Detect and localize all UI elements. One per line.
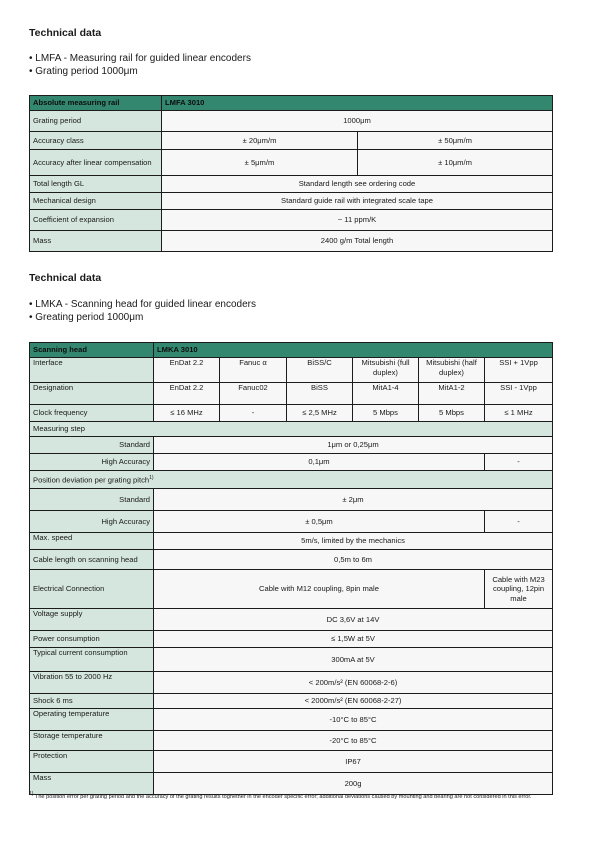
row-label xyxy=(30,471,553,489)
row-value: 0,1μm xyxy=(154,454,485,471)
row-value: - xyxy=(485,511,553,533)
header-label: Absolute measuring rail xyxy=(30,96,162,111)
row-value: 1μm or 0,25μm xyxy=(154,437,553,454)
footnote xyxy=(29,791,552,801)
lmfa-table xyxy=(29,95,553,252)
row-value: ± 50μm/m xyxy=(358,132,553,150)
row-label: Total length GL xyxy=(30,176,162,193)
row-label: Mass xyxy=(30,231,162,252)
table-header-row xyxy=(30,96,553,111)
interface-cell: Mitsubishi (full duplex) xyxy=(353,358,419,383)
table-row xyxy=(30,132,553,150)
footnote-mark: 1) xyxy=(29,791,34,797)
measuring-step-standard-row xyxy=(30,437,553,454)
shock-row xyxy=(30,694,553,709)
bullet-grating: • Greating period 1000μm xyxy=(29,312,144,323)
clock-cell: ≤ 2,5 MHz xyxy=(287,405,353,422)
row-label: Cable length on scanning head xyxy=(30,550,154,570)
row-label: Max. speed xyxy=(30,533,154,550)
designation-cell: BiSS xyxy=(287,383,353,405)
position-deviation-row xyxy=(30,471,553,489)
row-value: ± 10μm/m xyxy=(358,150,553,176)
header-label: Scanning head xyxy=(30,343,154,358)
measuring-step-row xyxy=(30,422,553,437)
row-sublabel: High Accuracy xyxy=(30,454,154,471)
electrical-row xyxy=(30,570,553,609)
row-value: Cable with M23 coupling, 12pin male xyxy=(485,570,553,609)
bullet-grating: • Grating period 1000μm xyxy=(29,66,138,77)
row-value: 0,5m to 6m xyxy=(154,550,553,570)
row-value: < 200m/s² (EN 60068-2-6) xyxy=(154,672,553,694)
row-value: IP67 xyxy=(154,751,553,773)
row-value: ± 20μm/m xyxy=(162,132,358,150)
interface-cell: Fanuc α xyxy=(220,358,287,383)
table-row xyxy=(30,210,553,231)
row-sublabel: High Accuracy xyxy=(30,511,154,533)
designation-cell: MitA1-2 xyxy=(419,383,485,405)
row-sublabel: Standard xyxy=(30,437,154,454)
table-row xyxy=(30,231,553,252)
row-label-text: Position deviation per grating pitch xyxy=(33,475,150,485)
row-label: Accuracy after linear compensation xyxy=(30,150,162,176)
position-deviation-standard-row xyxy=(30,489,553,511)
bullet-lmfa: • LMFA - Measuring rail for guided linear encoders xyxy=(29,53,251,64)
vibration-row xyxy=(30,672,553,694)
designation-cell: Fanuc02 xyxy=(220,383,287,405)
section2-title: Technical data xyxy=(29,272,102,284)
designation-cell: SSI - 1Vpp xyxy=(485,383,553,405)
row-value: DC 3,6V at 14V xyxy=(154,609,553,631)
row-label: Typical current consumption xyxy=(30,648,154,672)
row-value: ≤ 1,5W at 5V xyxy=(154,631,553,648)
row-value: ~ 11 ppm/K xyxy=(162,210,553,231)
row-label: Interface xyxy=(30,358,154,383)
header-model: LMFA 3010 xyxy=(162,96,553,111)
measuring-step-high-row xyxy=(30,454,553,471)
clock-cell: 5 Mbps xyxy=(353,405,419,422)
row-label: Storage temperature xyxy=(30,731,154,751)
table-row xyxy=(30,193,553,210)
clock-cell: ≤ 1 MHz xyxy=(485,405,553,422)
voltage-row xyxy=(30,609,553,631)
clock-row xyxy=(30,405,553,422)
power-row xyxy=(30,631,553,648)
storage-temp-row xyxy=(30,731,553,751)
interface-cell: EnDat 2.2 xyxy=(154,358,220,383)
section1-bullets xyxy=(29,52,251,78)
interface-cell: SSI + 1Vpp xyxy=(485,358,553,383)
row-label: Designation xyxy=(30,383,154,405)
row-label: Power consumption xyxy=(30,631,154,648)
row-label: Clock frequency xyxy=(30,405,154,422)
section1-title: Technical data xyxy=(29,27,102,39)
section2-bullets xyxy=(29,298,256,324)
row-value: 200g xyxy=(154,773,553,795)
interface-row xyxy=(30,358,553,383)
row-value: ± 5μm/m xyxy=(162,150,358,176)
row-value: -20°C to 85°C xyxy=(154,731,553,751)
row-label: Accuracy class xyxy=(30,132,162,150)
designation-cell: EnDat 2.2 xyxy=(154,383,220,405)
designation-row xyxy=(30,383,553,405)
row-value: < 2000m/s² (EN 60068-2-27) xyxy=(154,694,553,709)
clock-cell: - xyxy=(220,405,287,422)
row-label: Protection xyxy=(30,751,154,773)
row-label: Operating temperature xyxy=(30,709,154,731)
row-label: Mechanical design xyxy=(30,193,162,210)
footnote-mark: 1) xyxy=(149,474,154,481)
row-value: ± 2μm xyxy=(154,489,553,511)
row-label: Vibration 55 to 2000 Hz xyxy=(30,672,154,694)
table-row xyxy=(30,150,553,176)
row-value: Standard length see ordering code xyxy=(162,176,553,193)
row-label: Electrical Connection xyxy=(30,570,154,609)
row-label: Measuring step xyxy=(30,422,553,437)
row-value: - xyxy=(485,454,553,471)
bullet-lmka: • LMKA - Scanning head for guided linear encoders xyxy=(29,299,256,310)
table-row xyxy=(30,176,553,193)
protection-row xyxy=(30,751,553,773)
row-label: Voltage supply xyxy=(30,609,154,631)
footnote-text: The position error per grating period and the accuracy of the grating results toghether in the encoder specific error; additional deviations caused by mounting and bearing are not considered in this error. xyxy=(34,793,532,800)
designation-cell: MitA1-4 xyxy=(353,383,419,405)
lmka-table xyxy=(29,342,553,795)
row-label: Coefficient of expansion xyxy=(30,210,162,231)
row-value: ± 0,5μm xyxy=(154,511,485,533)
cable-length-row xyxy=(30,550,553,570)
max-speed-row xyxy=(30,533,553,550)
row-label: Mass xyxy=(30,773,154,795)
row-value: Cable with M12 coupling, 8pin male xyxy=(154,570,485,609)
current-row xyxy=(30,648,553,672)
row-label: Shock 6 ms xyxy=(30,694,154,709)
row-value: 1000μm xyxy=(162,111,553,132)
row-sublabel: Standard xyxy=(30,489,154,511)
table-row xyxy=(30,111,553,132)
table-header-row xyxy=(30,343,553,358)
clock-cell: ≤ 16 MHz xyxy=(154,405,220,422)
operating-temp-row xyxy=(30,709,553,731)
row-value: 300mA at 5V xyxy=(154,648,553,672)
row-value: -10°C to 85°C xyxy=(154,709,553,731)
header-model: LMKA 3010 xyxy=(154,343,553,358)
position-deviation-high-row xyxy=(30,511,553,533)
interface-cell: Mitsubishi (half duplex) xyxy=(419,358,485,383)
interface-cell: BiSS/C xyxy=(287,358,353,383)
row-value: Standard guide rail with integrated scale tape xyxy=(162,193,553,210)
row-value: 5m/s, limited by the mechanics xyxy=(154,533,553,550)
row-value: 2400 g/m Total length xyxy=(162,231,553,252)
row-label: Grating period xyxy=(30,111,162,132)
clock-cell: 5 Mbps xyxy=(419,405,485,422)
